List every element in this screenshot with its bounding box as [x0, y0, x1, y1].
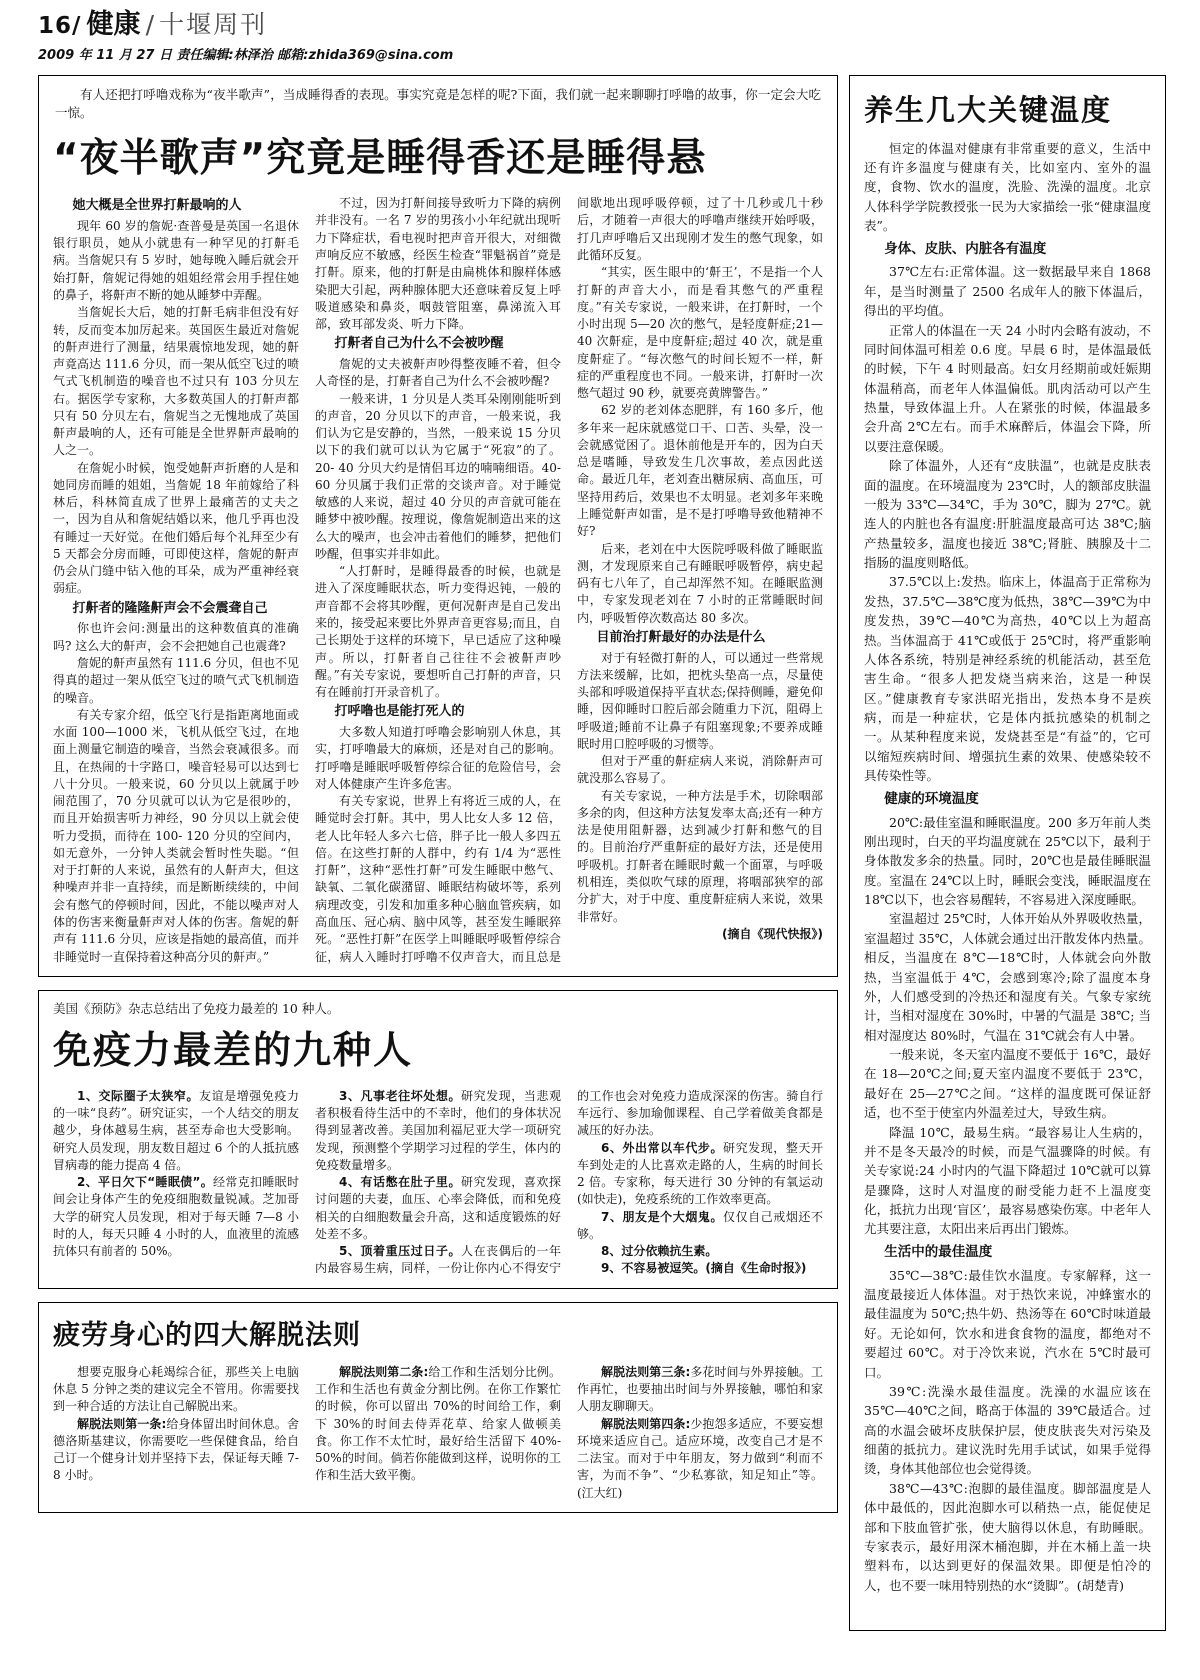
paragraph: “人打鼾时，是睡得最香的时候，也就是进入了深度睡眠状态，听力变得迟钝，一般的声音都不会将其吵醒，更何况鼾声是自己发出来的，接受起来要比外界声音更容易;而且，自己长期处于这样的环境下，早已适应了这种噪声。所以，打鼾者自己往往不会被鼾声吵醒。”有关专家说，要想听自己打鼾的声音，只有在睡前打开录音机了。	[315, 564, 561, 700]
paragraph: 有关专家介绍，低空飞行是指距离地面或水面 100—1000 米，飞机从低空飞过，在地面上测量它制造的噪音，当然会衰减很多。而且，在热闹的十字路口，噪音轻易可以达到七八十分贝。一般来说，60 分贝以上就属于吵闹范围了，70 分贝就可以认为它是很吵的，而且开始损害听力神经，90 分贝以上就会使听力受损，而待在 100- 120 分贝的空间内，如无意外，一分钟人类就会暂时性失聪。“但对于打鼾的人来说，虽然有的人鼾声大，但这种噪声并非一直持续，而是断断续续的，中间会有憋气的停顿时间，因此，不能以噪声对人体的伤害来衡量鼾声对人体的伤害。詹妮的鼾声有 111.6 分贝，应该是指她的最高值，而并非睡觉时一直保持着这种高分贝的鼾声。”	[53, 707, 299, 964]
paragraph-lead: 3、凡事老往坏处想。	[339, 1088, 462, 1103]
paragraph-lead: 解脱法则第四条:	[601, 1416, 691, 1431]
paragraph: 对于有轻微打鼾的人，可以通过一些常规方法来缓解，比如，把枕头垫高一点，尽量使头部和呼吸道保持平直状态;保持侧睡，避免仰睡，因仰睡时口腔后部会随重力下沉，阻碍上呼吸道;睡前不让鼻子有阻塞现象;不要养成睡眠时用口腔呼吸的习惯等。	[577, 650, 823, 751]
article-snoring	[38, 75, 838, 977]
article-fatigue-body	[53, 1364, 823, 1502]
paragraph: 大多数人知道打呼噜会影响别人休息，其实，打呼噜最大的麻烦，还是对自己的影响。打呼噜是睡眠呼吸暂停综合征的危险信号，会对人体健康产生许多危害。	[315, 725, 561, 791]
paragraph: 37℃左右:正常体温。这一数据最早来自 1868 年，是当时测量了 2500 名成年人的腋下体温后，得出的平均值。	[864, 264, 1151, 319]
paragraph: 7、朋友是个大烟鬼。仅仅自己戒烟还不够。	[577, 1209, 823, 1241]
section-subhead: 生活中的最佳温度	[884, 1243, 993, 1260]
paragraph: 降温 10℃，最易生病。“最容易让人生病的，并不是冬天最冷的时候，而是气温骤降的时候。有关专家说:24 小时内的气温下降超过 10℃就可以算是骤降，这时人对温度的耐受能力赶不上温度变化，抵抗力出现‘盲区’，最容易感染伤寒。中老年人尤其要注意，太阳出来后再出门锻炼。	[864, 1124, 1151, 1237]
paragraph: 2、平日欠下“睡眠债”。经常克扣睡眠时间会让身体产生的免疫细胞数量锐减。芝加哥大学的研究人员发现，相对于每天睡 7—8 小时的人，每天只睡 4 小时的人，血液里的流感抗体只有前者的 50%。	[53, 1175, 299, 1259]
paragraph: 你也许会问:测量出的这种数值真的准确吗? 这么大的鼾声，会不会把她自己也震聋?	[53, 621, 299, 653]
article-immunity-title: 免疫力最差的九种人	[53, 1027, 414, 1072]
paragraph-lead: 6、外出常以车代步。	[601, 1140, 724, 1155]
paragraph: 想要克服身心耗竭综合征，那些关上电脑休息 5 分钟之类的建议完全不管用。你需要找到一种合适的方法让自己解脱出来。	[53, 1364, 299, 1414]
paragraph-lead: 4、有话憋在肚子里。	[339, 1175, 462, 1190]
paragraph	[577, 1243, 823, 1260]
page-number: 16/	[38, 13, 82, 39]
paragraph: 室温超过 25℃时，人体开始从外界吸收热量，室温超过 35℃，人体就会通过出汗散发体内热量。相反，当温度在 8℃—18℃时，人体就会向外散热，当室温低于 4℃，会感到寒冷;除了温度本身外，人们感受到的冷热还和湿度有关。气象专家统计，当相对湿度在 30%时，中暑的气温是 38℃; 当相对湿度达 80%时，气温在 31℃就会有人中暑。	[864, 911, 1151, 1043]
paragraph: 1、交际圈子太狭窄。友谊是增强免疫力的一味“良药”。研究证实，一个人结交的朋友越少，身体越易生病，甚至寿命也大受影响。研究人员发现，朋友数目超过 6 个的人抵抗感冒病毒的能力提高 4 倍。	[53, 1088, 299, 1172]
article-temperature-body	[864, 139, 1151, 1595]
article-temperature-title: 养生几大关键温度	[864, 92, 1113, 127]
paragraph: 一般来讲，1 分贝是人类耳朵刚刚能听到的声音，20 分贝以下的声音，一般来说，我们认为它是安静的，当然，一般来说 15 分贝以下的我们就可以认为它属于“死寂”的了。20- 40 分贝大约是情侣耳边的喃喃细语。40- 60 分贝属于我们正常的交谈声音。对于睡觉敏感的人来说，超过 40 分贝的声音就可能在睡梦中被吵醒。按理说，像詹妮制造出来的这么大的噪声，也会冲击着他们的睡梦，把他们吵醒，但事实并非如此。	[315, 391, 561, 561]
paragraph-lead: 8、过分依赖抗生素。	[601, 1244, 718, 1259]
section-subhead: 打鼾者的隆隆鼾声会不会震聋自己	[72, 600, 268, 616]
paragraph: 现年 60 岁的詹妮·查普曼是英国一名退休银行职员，她从小就患有一种罕见的打鼾毛病。当詹妮只有 5 岁时，她每晚入睡后就会开始打鼾，詹妮记得她的姐姐经常会用手捏住她的鼻子，将鼾声不断的她从睡梦中弄醒。	[53, 218, 299, 302]
paragraph: 20℃:最佳室温和睡眠温度。200 多万年前人类刚出现时，白天的平均温度就在 25℃以下，最利于身体散发多余的热量。同时，20℃也是最佳睡眠温度。室温在 24℃以上时，睡眠会变浅，睡眠温度在 18℃以下，也会容易醒转，不容易进入深度睡眠。	[864, 814, 1151, 908]
section-subhead: 目前治打鼾最好的办法是什么	[596, 629, 766, 645]
masthead	[38, 10, 1166, 63]
paragraph: 解脱法则第三条:多花时间与外界接触。工作再忙，也要抽出时间与外界接触，哪怕和家人朋友聊聊天。	[577, 1364, 823, 1414]
masthead-title-line	[38, 10, 1166, 40]
paragraph: 除了体温外，人还有“皮肤温”，也就是皮肤表面的温度。在环境温度为 23℃时，人的额部皮肤温一般为 33℃—34℃，手为 30℃，脚为 27℃。就连人的内脏也各有温度:肝脏温度最高可达 38℃;脑产热量较多，温度也接近 38℃;肾脏、胰腺及十二指肠的温度则略低。	[864, 458, 1151, 571]
paragraph-lead: 解脱法则第二条:	[339, 1364, 429, 1379]
paragraph: 后来，老刘在中大医院呼吸科做了睡眠监测，才发现原来自己有睡眠呼吸暂停，病史起码有七八年了，自己却浑然不知。在睡眠监测中，专家发现老刘在 7 小时的正常睡眠时间内，呼吸暂停次数高达 80 多次。	[577, 541, 823, 625]
paragraph: 一般来说，冬天室内温度不要低于 16℃，最好在 18—20℃之间;夏天室内温度不要低于 23℃，最好在 25—27℃之间。“这样的温度既可保证舒适，也不至于使室内外温差过大，导致生病。	[864, 1047, 1151, 1121]
masthead-separator: /	[145, 10, 155, 39]
paragraph: 35℃—38℃:最佳饮水温度。专家解释，这一温度最接近人体体温。对于热饮来说，冲蜂蜜水的最佳温度为 50℃;热牛奶、热汤等在 60℃时味道最好。无论如何，饮水和进食食物的温度，都绝对不要超过 60℃。对于冷饮来说，汽水在 5℃时最可口。	[864, 1267, 1151, 1380]
paragraph: 解脱法则第二条:给工作和生活划分比例。工作和生活也有黄金分割比例。在你工作繁忙的时候，你可以留出 70%的时间给工作，剩下 30%的时间去侍弄花草、给家人做顿美食。你工作不太忙时，最好给生活留下 40%- 50%的时间。倘若你能做到这样，说明你的工作和生活大致平衡。	[315, 1364, 561, 1483]
section-subhead: 打呼噜也是能打死人的	[334, 704, 465, 720]
paragraph: 37.5℃以上:发热。临床上，体温高于正常称为发热，37.5℃—38℃度为低热，38℃—39℃为中度发热，39℃—40℃为高热，40℃以上为超高热。当体温高于 41℃或低于 25℃时，将严重影响人体各系统，特别是神经系统的机能活动，甚至危害生命。“很多人把发烧当病来治，这是一种误区。”健康教育专家洪昭光指出，发热本身不是疾病，而是一种症状，它是体内抵抗感染的机制之一。从某种程度来说，发烧甚至是“有益”的，它可以缩短疾病时间、增强抗生素的效果、使感染较不具传染性等。	[864, 574, 1151, 784]
paragraph: 3、凡事老往坏处想。研究发现，当悲观者积极看待生活中的不幸时，他们的身体状况得到显著改善。美国加利福尼亚大学一项研究发现，预测整个学期学习过程的学生，体内的免疫数量增多。	[315, 1088, 561, 1172]
article-temperature	[849, 75, 1166, 1631]
article-immunity-body	[53, 1088, 823, 1278]
section-subhead: 健康的环境温度	[884, 790, 979, 807]
paragraph	[577, 1260, 823, 1277]
paragraph-lead: 2、平日欠下“睡眠债”。	[77, 1175, 214, 1190]
paragraph: 詹妮的丈夫被鼾声吵得整夜睡不着，但令人奇怪的是，打鼾者自己为什么不会被吵醒?	[315, 357, 561, 389]
article-snoring-body	[53, 195, 823, 966]
paragraph: 但对于严重的鼾症病人来说，消除鼾声可就没那么容易了。	[577, 754, 823, 786]
paragraph-lead: 解脱法则第三条:	[601, 1364, 691, 1379]
dateline: 2009 年 11 月 27 日 责任编辑:林泽治 邮箱:zhida369@sina.com	[38, 47, 454, 63]
article-immunity-intro: 美国《预防》杂志总结出了免疫力最差的 10 种人。	[53, 1000, 340, 1016]
article-snoring-intro: 有人还把打呼噜戏称为“夜半歌声”，当成睡得香的表现。事实究竟是怎样的呢?下面，我们就一起来聊聊打呼噜的故事，你一定会大吃一惊。	[55, 86, 821, 121]
paragraph: 当詹妮长大后，她的打鼾毛病非但没有好转，反而变本加厉起来。英国医生最近对詹妮的鼾声进行了测量，结果震惊地发现，她的鼾声竟高达 111.6 分贝，而一架从低空飞过的喷气式飞机制造的噪音也不过只有 103 分贝左右。据医学专家称，大多数英国人的打鼾声都只有 50 分贝左右，詹妮当之无愧地成了英国鼾声最响的人，还有可能是全世界鼾声最响的人之一。	[53, 305, 299, 458]
paragraph-lead: 9、不容易被逗笑。(摘自《生命时报》)	[601, 1261, 807, 1276]
article-fatigue-title: 疲劳身心的四大解脱法则	[53, 1319, 361, 1351]
section-subhead: 她大概是全世界打鼾最响的人	[72, 198, 242, 214]
paragraph: 正常人的体温在一天 24 小时内会略有波动，不同时间体温可相差 0.6 度。早晨 6 时，是体温最低的时候，下午 4 时则最高。妇女月经期前或妊娠期体温稍高，而老年人体温偏低。肌肉活动可以产生热量，导致体温上升。人在紧张的时候，体温最多会升高 2℃左右。而手术麻醉后，体温会下降，所以要注意保暖。	[864, 322, 1151, 454]
paragraph: “其实，医生眼中的‘鼾王’，不是指一个人打鼾的声音大小，而是看其憋气的严重程度。”有关专家说，一般来讲，在打鼾时，一个小时出现 5—20 次的憋气，是轻度鼾症;21—40 次鼾症，是中度鼾症;超过 40 次，就是重度鼾症了。“每次憋气的时间长短不一样，鼾症的严重程度也不同。一般来讲，打鼾时一次憋气超过 90 秒，就要亮黄牌警告。”	[577, 265, 823, 401]
paragraph: 5、顶着重压过日子。人在丧偶后的一年内最容易生病，同样，一份让你内心不得安宁的工作也会对免疫力造成深深的伤害。骑自行车远行、参加瑜伽课程、自己学着做美食都是减压的好办法。	[315, 1088, 823, 1276]
paragraph-lead: 解脱法则第一条:	[77, 1416, 167, 1431]
paragraph: 在詹妮小时候，饱受她鼾声折磨的人是和她同房而睡的姐姐，当詹妮 18 年前嫁给了科林后，科林简直成了世界上最痛苦的丈夫之一，因为自从和詹妮结婚以来，他几乎再也没有睡过一天好觉。在他们婚后每个礼拜至少有 5 天都会分房而睡，可即使这样，詹妮的鼾声仍会从门缝中钻入他的耳朵，成为严重神经衰弱症。	[53, 460, 299, 596]
page-content	[38, 75, 1166, 1631]
paragraph: 62 岁的老刘体态肥胖，有 160 多斤，他多年来一起床就感觉口干、口苦、头晕，没一会就感觉困了。退休前他是开车的，因为白天总是嗜睡，导致发生几次事故，差点因此送命。最近几年，老刘查出糖尿病、高血压，可坚持用药后，效果也不太明显。老刘多年来晚上睡觉鼾声如雷，是不是打呼噜导致他精神不好?	[577, 403, 823, 539]
section-subhead: 身体、皮肤、内脏各有温度	[884, 240, 1047, 257]
paragraph: 6、外出常以车代步。研究发现，整天开车到处走的人比喜欢走路的人，生病的时间长 2 倍。专家称，每天进行 30 分钟的有氧运动(如快走)，免疫系统的工作效率更高。	[577, 1140, 823, 1207]
article-fatigue	[38, 1302, 838, 1513]
paragraph: 恒定的体温对健康有非常重要的意义，生活中还有许多温度与健康有关，比如室内、室外的温度，食物、饮水的温度，洗脸、洗澡的温度。北京人体科学学院教授张一民为大家描绘一张“健康温度表”。	[864, 140, 1151, 234]
paragraph: 解脱法则第四条:少抱怨多适应，不要妄想环境来适应自己。适应环境，改变自己才是不二法宝。而对于中年朋友，努力做到“利而不害，为而不争”、“少私寡欲，知足知止”等。(江大红)	[577, 1416, 823, 1500]
paragraph: 不过，因为打鼾间接导致听力下降的病例并非没有。一名 7 岁的男孩小小年纪就出现听力下降症状，看电视时把声音开很大，对细微声响反应不敏感，经医生检查“罪魁祸首”竟是打鼾。原来，他的打鼾是由扁桃体和腺样体感染肥大引起，两种腺体肥大还意味着反复上呼吸道感染和鼻炎，咽鼓管阻塞，鼻涕流入耳部，致耳部发炎、听力下降。	[315, 196, 561, 332]
edition-name: 十堰周刊	[159, 10, 268, 39]
paragraph: 38℃—43℃:泡脚的最佳温度。脚部温度是人体中最低的，因此泡脚水可以稍热一点，能促使足部和下肢血管扩张，使大脑得以休息，有助睡眠。专家表示，最好用深木桶泡脚，并在木桶上盖一块塑料布，以达到更好的保温效果。即便是怕冷的人，也不要一味用特别热的水“烫脚”。(胡楚青)	[864, 1480, 1151, 1593]
section-subhead: 打鼾者自己为什么不会被吵醒	[334, 336, 504, 352]
paragraph: 詹妮的鼾声虽然有 111.6 分贝，但也不见得真的超过一架从低空飞过的喷气式飞机制造的噪音。	[53, 656, 299, 705]
paragraph: 有关专家说，世界上有将近三成的人，在睡觉时会打鼾。其中，男人比女人多 12 倍，老人比年轻人多六七倍，胖子比一般人多四五倍。在这些打鼾的人群中，约有 1/4 为“恶性打鼾”，这种“恶性打鼾”可发生睡眠中憋气、缺氧、二氧化碳潴留、睡眠结构破坏等，系列病理改变，引发和加重多种心脑血管疾病，如高血压、冠心病、脑中风等，甚至发生睡眠猝死。“恶性打鼾”在医学上叫睡眠呼吸暂停综合征，病人入睡时打呼噜不仅声音大，而且总是间歇地出现呼吸停顿，过了十几秒或几十秒后，才随着一声很大的呼噜声继续开始呼吸，打几声呼噜后又出现刚才发生的憋气现象，如此循环反复。	[315, 196, 823, 964]
paragraph: 4、有话憋在肚子里。研究发现，喜欢探讨问题的夫妻，血压、心率会降低，而和免疫相关的白细胞数量会升高，这和适度锻炼的好处差不多。	[315, 1175, 561, 1241]
article-immunity	[38, 990, 838, 1289]
section-name: 健康	[86, 9, 141, 40]
paragraph-lead: 1、交际圈子太狭窄。	[77, 1088, 200, 1103]
paragraph: 有关专家说，一种方法是手术，切除咽部多余的肉，但这种方法复发率太高;还有一种方法是使用阻鼾器，达到减少打鼾和憋气的目的。目前治疗严重鼾症的最好方法，还是使用呼吸机。打鼾者在睡眠时戴一个面罩，与呼吸机相连，类似吹气球的原理，将咽部狭窄的部分扩大，对于中度、重度鼾症病人来说，效果非常好。	[577, 788, 823, 924]
paragraph: 39℃:洗澡水最佳温度。洗澡的水温应该在 35℃—40℃之间，略高于体温的 39℃最适合。过高的水温会破坏皮肤保护层，使皮肤丧失对污染及细菌的抵抗力。建议洗时先用手试试，如果手觉得烫，身体其他部位也会觉得烫。	[864, 1383, 1151, 1477]
attribution: (摘自《现代快报》)	[722, 926, 823, 941]
left-column-area	[38, 75, 838, 1513]
article-snoring-title: “夜半歌声”究竟是睡得香还是睡得悬	[53, 136, 707, 182]
paragraph-lead: 7、朋友是个大烟鬼。	[601, 1209, 724, 1224]
paragraph-lead: 5、顶着重压过日子。	[339, 1244, 462, 1259]
paragraph: 解脱法则第一条:给身体留出时间休息。舍德洛斯基建议，你需要吃一些保健食品，给自己订一个健身计划并坚持下去，保证每天睡 7- 8 小时。	[53, 1416, 299, 1483]
